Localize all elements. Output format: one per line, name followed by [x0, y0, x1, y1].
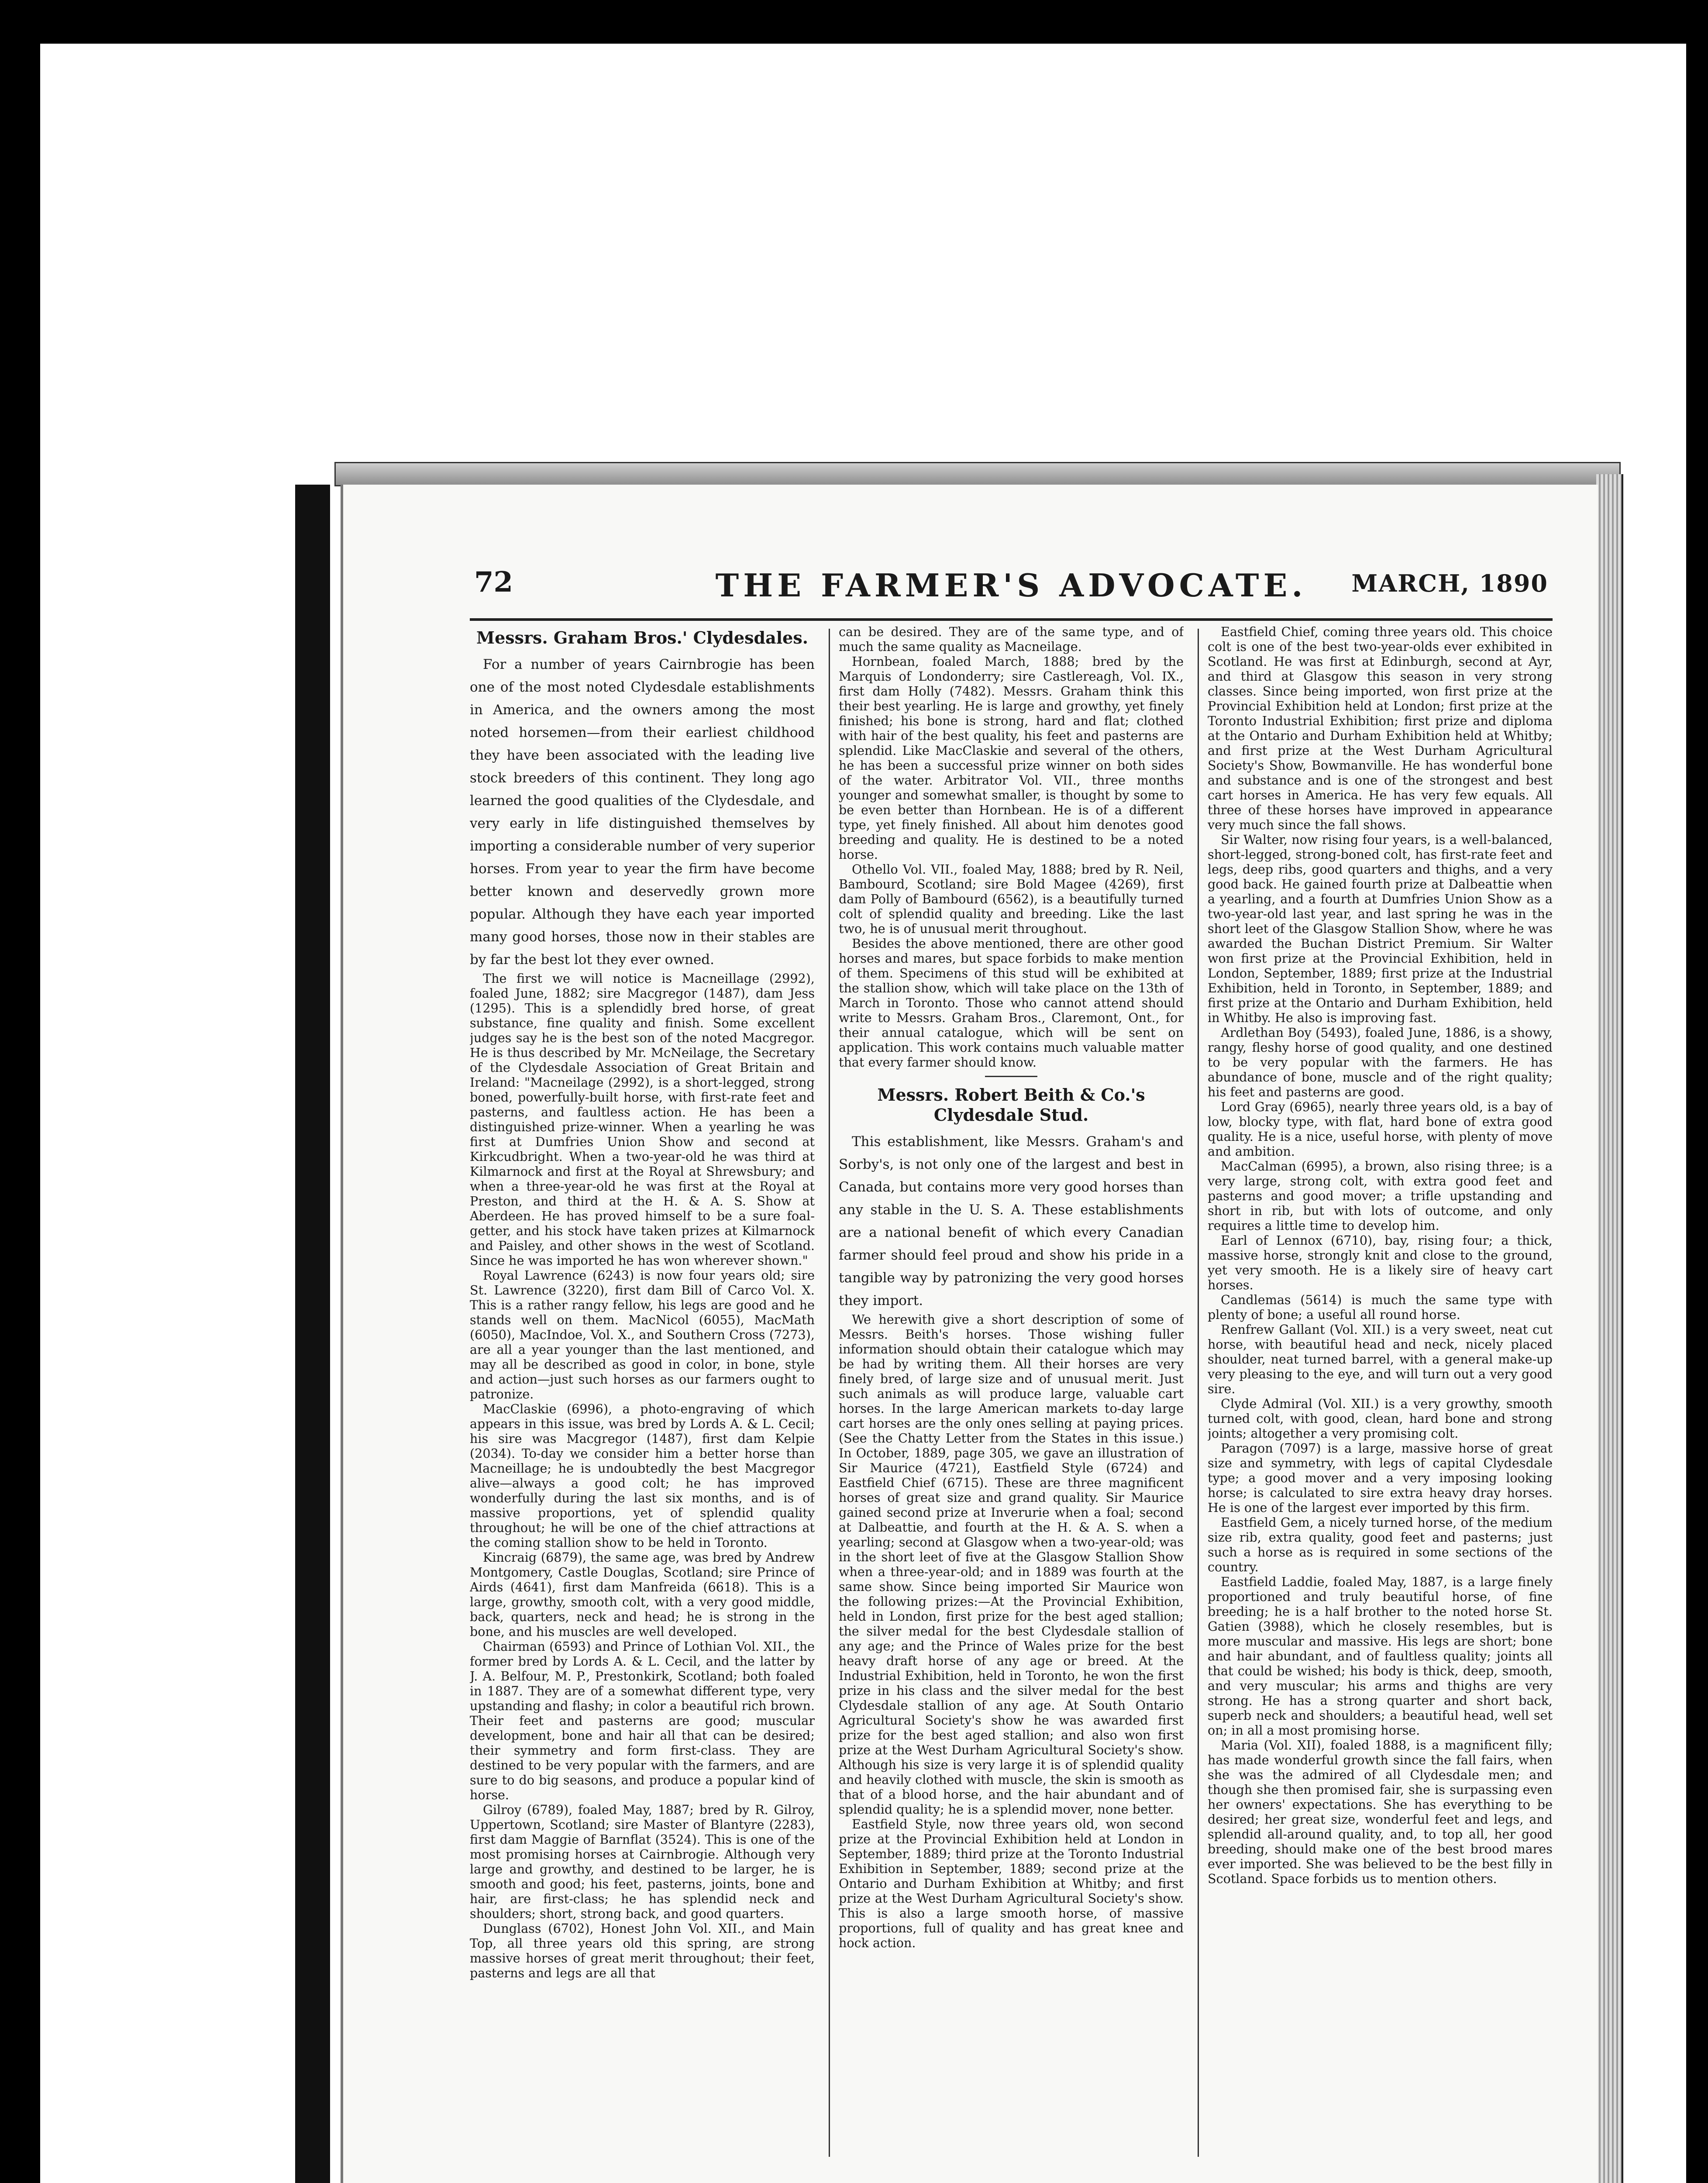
- column-divider: [1198, 629, 1199, 2157]
- column-1: [470, 624, 815, 2152]
- article-paragraph: Dunglass (6702), Honest John Vol. XII., and Main Top, all three years old this spring, are strong massive horses of great merit throughout; their feet, pasterns and legs are all that: [470, 1921, 815, 1980]
- header-rule: [470, 618, 1553, 621]
- article-paragraph: Othello Vol. VII., foaled May, 1888; bred by R. Neil, Bambourd, Scotland; sire Bold Magee (4269), first dam Polly of Bambourd (6562), is a beautifully turned colt of splendid quality and breeding. Like the last two, he is of unusual merit throughout.: [839, 862, 1184, 936]
- article-paragraph: MacCalman (6995), a brown, also rising three; is a very large, strong colt, with extra good feet and pasterns and good mover; a trifle upstanding and short in rib, but with lots of outcome, and only requires a little time to develop him.: [1208, 1159, 1553, 1233]
- masthead-title: THE FARMER'S ADVOCATE.: [715, 567, 1307, 604]
- article-paragraph: Hornbean, foaled March, 1888; bred by the Marquis of Londonderry; sire Castlereagh, Vol. IX., first dam Holly (7482). Messrs. Graham think this their best yearling. He is large and growthy, yet finely finished; his bone is strong, hard and flat; clothed with hair of the best quality, his feet and pasterns are splendid. Like MacClaskie and several of the others, he has been a successful prize winner on both sides of the water. Arbitrator Vol. VII., three months younger and somewhat smaller, is thought by some to be even better than Hornbean. He is of a different type, yet finely finished. All about him denotes good breeding and quality. He is destined to be a noted horse.: [839, 654, 1184, 862]
- issue-date: MARCH, 1890: [1351, 569, 1548, 597]
- article-paragraph: Sir Walter, now rising four years, is a well-balanced, short-legged, strong-boned colt, has first-rate feet and legs, deep ribs, good quarters and thighs, and a very good back. He gained fourth prize at Dalbeattie when a yearling, and a fourth at Dumfries Union Show as a two-year-old last year, and last spring he was in the short leet of the Glasgow Stallion Show, where he was awarded the Buchan District Premium. Sir Walter won first prize at the Provincial Exhibition, held in London, September, 1889; first prize at the Industrial Exhibition, held in Toronto, in September, 1889; and first prize at the Ontario and Durham Exhibition, held in Whitby. He also is improving fast.: [1208, 832, 1553, 1025]
- newspaper-page: [341, 485, 1598, 2183]
- article-paragraph: can be desired. They are of the same type, and of much the same quality as Macneilage.: [839, 624, 1184, 654]
- page-number: 72: [474, 566, 513, 599]
- article-paragraph: Chairman (6593) and Prince of Lothian Vol. XII., the former bred by Lords A. & L. Cecil, and the latter by J. A. Belfour, M. P., Prestonkirk, Scotland; both foaled in 1887. They are of a somewhat different type, very upstanding and flashy; in color a beautiful rich brown. Their feet and pasterns are good; muscular development, bone and hair all that can be desired; their symmetry and form first-class. They are destined to be very popular with the farmers, and are sure to do big seasons, and produce a popular kind of horse.: [470, 1639, 815, 1802]
- article-paragraph: Royal Lawrence (6243) is now four years old; sire St. Lawrence (3220), first dam Bill of Carco Vol. X. This is a rather rangy fellow, his legs are good and he stands well on them. MacNicol (6055), MacMath (6050), MacIndoe, Vol. X., and Southern Cross (7273), are all a year younger than the last mentioned, and may all be described as good in color, in bone, style and action—just such horses as our farmers ought to patronize.: [470, 1268, 815, 1401]
- article-paragraph: Gilroy (6789), foaled May, 1887; bred by R. Gilroy, Uppertown, Scotland; sire Master of Blantyre (2283), first dam Maggie of Barnflat (3524). This is one of the most promising horses at Cairnbrogie. Although very large and growthy, and destined to be larger, he is smooth and good; his feet, pasterns, joints, bone and hair, are first-class; he has splendid neck and shoulders; short, strong back, and good quarters.: [470, 1802, 815, 1921]
- article-paragraph: Maria (Vol. XII), foaled 1888, is a magnificent filly; has made wonderful growth since the fall fairs, when she was the admired of all Clydesdale men; and though she then promised fair, she is surpassing even her owners' expectations. She has everything to be desired; her great size, wonderful feet and legs, and splendid all-around quality, and, to top all, her good breeding, should make one of the best brood mares ever imported. She was believed to be the best filly in Scotland. Space forbids us to mention others.: [1208, 1738, 1553, 1886]
- section-separator: [985, 1076, 1037, 1077]
- article-paragraph: Earl of Lennox (6710), bay, rising four; a thick, massive horse, strongly knit and close to the ground, yet very smooth. He is a likely sire of heavy cart horses.: [1208, 1233, 1553, 1292]
- article-heading-beith: Messrs. Robert Beith & Co.'s Clydesdale Stud.: [877, 1085, 1145, 1125]
- article-paragraph: The first we will notice is Macneillage (2992), foaled June, 1882; sire Macgregor (1487), dam Jess (1295). This is a splendidly bred horse, of great substance, fine quality and finish. Some excellent judges say he is the best son of the noted Macgregor. He is thus described by Mr. McNeilage, the Secretary of the Clydesdale Association of Great Britain and Ireland: "Macneilage (2992), is a short-legged, strong boned, powerfully-built horse, with first-rate feet and pasterns, and faultless action. He has been a distinguished prize-winner. When a yearling he was first at Dumfries Union Show and second at Kirkcudbright. When a two-year-old he was third at Kilmarnock and first at the Royal at Shrewsbury; and when a three-year-old he was first at the Royal at Preston, and third at the H. & A. S. Show at Aberdeen. He has proved himself to be a sure foal-getter, and his stock have taken prizes at Kilmarnock and Paisley, and other shows in the west of Scotland. Since he was imported he has won wherever shown.": [470, 971, 815, 1268]
- book-top-edge: [334, 462, 1621, 486]
- article-paragraph: Ardlethan Boy (5493), foaled June, 1886, is a showy, rangy, fleshy horse of good quality, and one destined to be very popular with the farmers. He has abundance of bone, muscle and of the right quality; his feet and pasterns are good.: [1208, 1025, 1553, 1099]
- article-paragraph: Renfrew Gallant (Vol. XII.) is a very sweet, neat cut horse, with beautiful head and neck, nicely placed shoulder, neat turned barrel, with a general make-up very pleasing to the eye, and will turn out a very good sire.: [1208, 1322, 1553, 1396]
- article-paragraph: Kincraig (6879), the same age, was bred by Andrew Montgomery, Castle Douglas, Scotland; sire Prince of Airds (4641), first dam Manfreida (6618). This is a large, growthy, smooth colt, with a very good middle, back, quarters, neck and head; he is strong in the bone, and his muscles are well developed.: [470, 1550, 815, 1639]
- article-paragraph: Paragon (7097) is a large, massive horse of great size and symmetry, with legs of capital Clydesdale type; a good mover and a very imposing looking horse; is calculated to sire extra heavy dray horses. He is one of the largest ever imported by this firm.: [1208, 1441, 1553, 1515]
- column-divider: [829, 629, 830, 2157]
- page-header: [474, 566, 1548, 618]
- article-paragraph: Candlemas (5614) is much the same type with plenty of bone; a useful all round horse.: [1208, 1292, 1553, 1322]
- article-paragraph: This establishment, like Messrs. Graham's and Sorby's, is not only one of the largest and best in Canada, but contains more very good horses than any stable in the U. S. A. These establishments are a national benefit of which every Canadian farmer should feel proud and show his pride in a tangible way by patronizing the very good horses they import.: [839, 1134, 1184, 1308]
- article-paragraph: Eastfield Style, now three years old, won second prize at the Provincial Exhibition held at London in September, 1889; third prize at the Toronto Industrial Exhibition in September, 1889; second prize at the Ontario and Durham Exhibition at Whitby; and first prize at the West Durham Agricultural Society's show. This is also a large smooth horse, of massive proportions, full of quality and has great knee and hock action.: [839, 1817, 1184, 1950]
- article-paragraph: We herewith give a short description of some of Messrs. Beith's horses. Those wishing fuller information should obtain their catalogue which may be had by writing them. All their horses are very finely bred, of large size and of unusual merit. Just such animals as will produce large, valuable cart horses. In the large American markets to-day large cart horses are the only ones selling at paying prices. (See the Chatty Letter from the States in this issue.) In October, 1889, page 305, we gave an illustration of Sir Maurice (4721), Eastfield Style (6724) and Eastfield Chief (6715). These are three magnificent horses of great size and grand quality. Sir Maurice gained second prize at Inverurie when a foal; second at Dalbeattie, and fourth at the H. & A. S. when a yearling; second at Glasgow when a two-year-old; was in the short leet of five at the Glasgow Stallion Show when a three-year-old; and in 1889 was fourth at the same show. Since being imported Sir Maurice won the following prizes:—At the Provincial Exhibition, held in London, first prize for the best aged stallion; the silver medal for the best Clydesdale stallion of any age; and the Prince of Wales prize for the best heavy draft horse of any age or breed. At the Industrial Exhibition, held in Toronto, he won the first prize in his class and the silver medal for the best Clydesdale stallion of any age. At South Ontario Agricultural Society's show he was awarded first prize for the best aged stallion; and also won first prize at the West Durham Agricultural Society's show. Although his size is very large it is of splendid quality and heavily clothed with muscle, the skin is smooth as that of a blood horse, and the hair abundant and of splendid quality; he is a splendid mover, none better.: [839, 1312, 1184, 1817]
- article-paragraph: Clyde Admiral (Vol. XII.) is a very growthy, smooth turned colt, with good, clean, hard bone and strong joints; altogether a very promising colt.: [1208, 1396, 1553, 1441]
- book-page-edges-right: [1596, 474, 1623, 2183]
- article-paragraph: For a number of years Cairnbrogie has been one of the most noted Clydesdale establishments in America, and the owners among the most noted horsemen—from their earliest childhood they have been associated with the leading live stock breeders of this continent. They long ago learned the good qualities of the Clydesdale, and very early in life distinguished themselves by importing a considerable number of very superior horses. From year to year the firm have become better known and deservedly grown more popular. Although they have each year imported many good horses, those now in their stables are by far the best lot they ever owned.: [470, 657, 815, 968]
- column-2: [839, 624, 1184, 2152]
- article-paragraph: MacClaskie (6996), a photo-engraving of which appears in this issue, was bred by Lords A. & L. Cecil; his sire was Macgregor (1487), first dam Kelpie (2034). To-day we consider him a better horse than Macneillage; he is undoubtedly the best Macgregor alive—always a good colt; he has improved wonderfully during the last six months, and is of massive proportions, yet of splendid quality throughout; he will be one of the chief attractions at the coming stallion show to be held in Toronto.: [470, 1401, 815, 1550]
- book-spine-shadow: [295, 485, 330, 2183]
- article-heading-graham: Messrs. Graham Bros.' Clydesdales.: [476, 628, 808, 647]
- article-paragraph: Eastfield Chief, coming three years old. This choice colt is one of the best two-year-olds ever exhibited in Scotland. He was first at Edinburgh, second at Ayr, and third at Glasgow this season in very strong classes. Since being imported, won first prize at the Provincial Exhibition held at London; first prize at the Toronto Industrial Exhibition; first prize and diploma at the Ontario and Durham Exhibition held at Whitby; and first prize at the West Durham Agricultural Society's Show, Bowmanville. He has wonderful bone and substance and is one of the strongest and best cart horses in America. He has very few equals. All three of these horses have improved in appearance very much since the fall shows.: [1208, 624, 1553, 832]
- article-paragraph: Eastfield Laddie, foaled May, 1887, is a large finely proportioned and truly beautiful horse, of fine breeding; he is a half brother to the noted horse St. Gatien (3988), which he closely resembles, but is more muscular and massive. His legs are short; bone and hair abundant, and of faultless quality; joints all that could be wished; his body is thick, deep, smooth, and very muscular; his arms and thighs are very strong. He has a strong quarter and short back, superb neck and shoulders; a beautiful head, well set on; in all a most promising horse.: [1208, 1574, 1553, 1738]
- article-paragraph: Eastfield Gem, a nicely turned horse, of the medium size rib, extra quality, good feet and pasterns; just such a horse as is required in some sections of the country.: [1208, 1515, 1553, 1574]
- text-columns: [470, 624, 1553, 2152]
- article-paragraph: Lord Gray (6965), nearly three years old, is a bay of low, blocky type, with flat, hard bone of extra good quality. He is a nice, useful horse, with plenty of move and ambition.: [1208, 1099, 1553, 1159]
- column-3: [1208, 624, 1553, 2152]
- article-paragraph: Besides the above mentioned, there are other good horses and mares, but space forbids to make mention of them. Specimens of this stud will be exhibited at the stallion show, which will take place on the 13th of March in Toronto. Those who cannot attend should write to Messrs. Graham Bros., Claremont, Ont., for their annual catalogue, which will be sent on application. This work contains much valuable matter that every farmer should know.: [839, 936, 1184, 1070]
